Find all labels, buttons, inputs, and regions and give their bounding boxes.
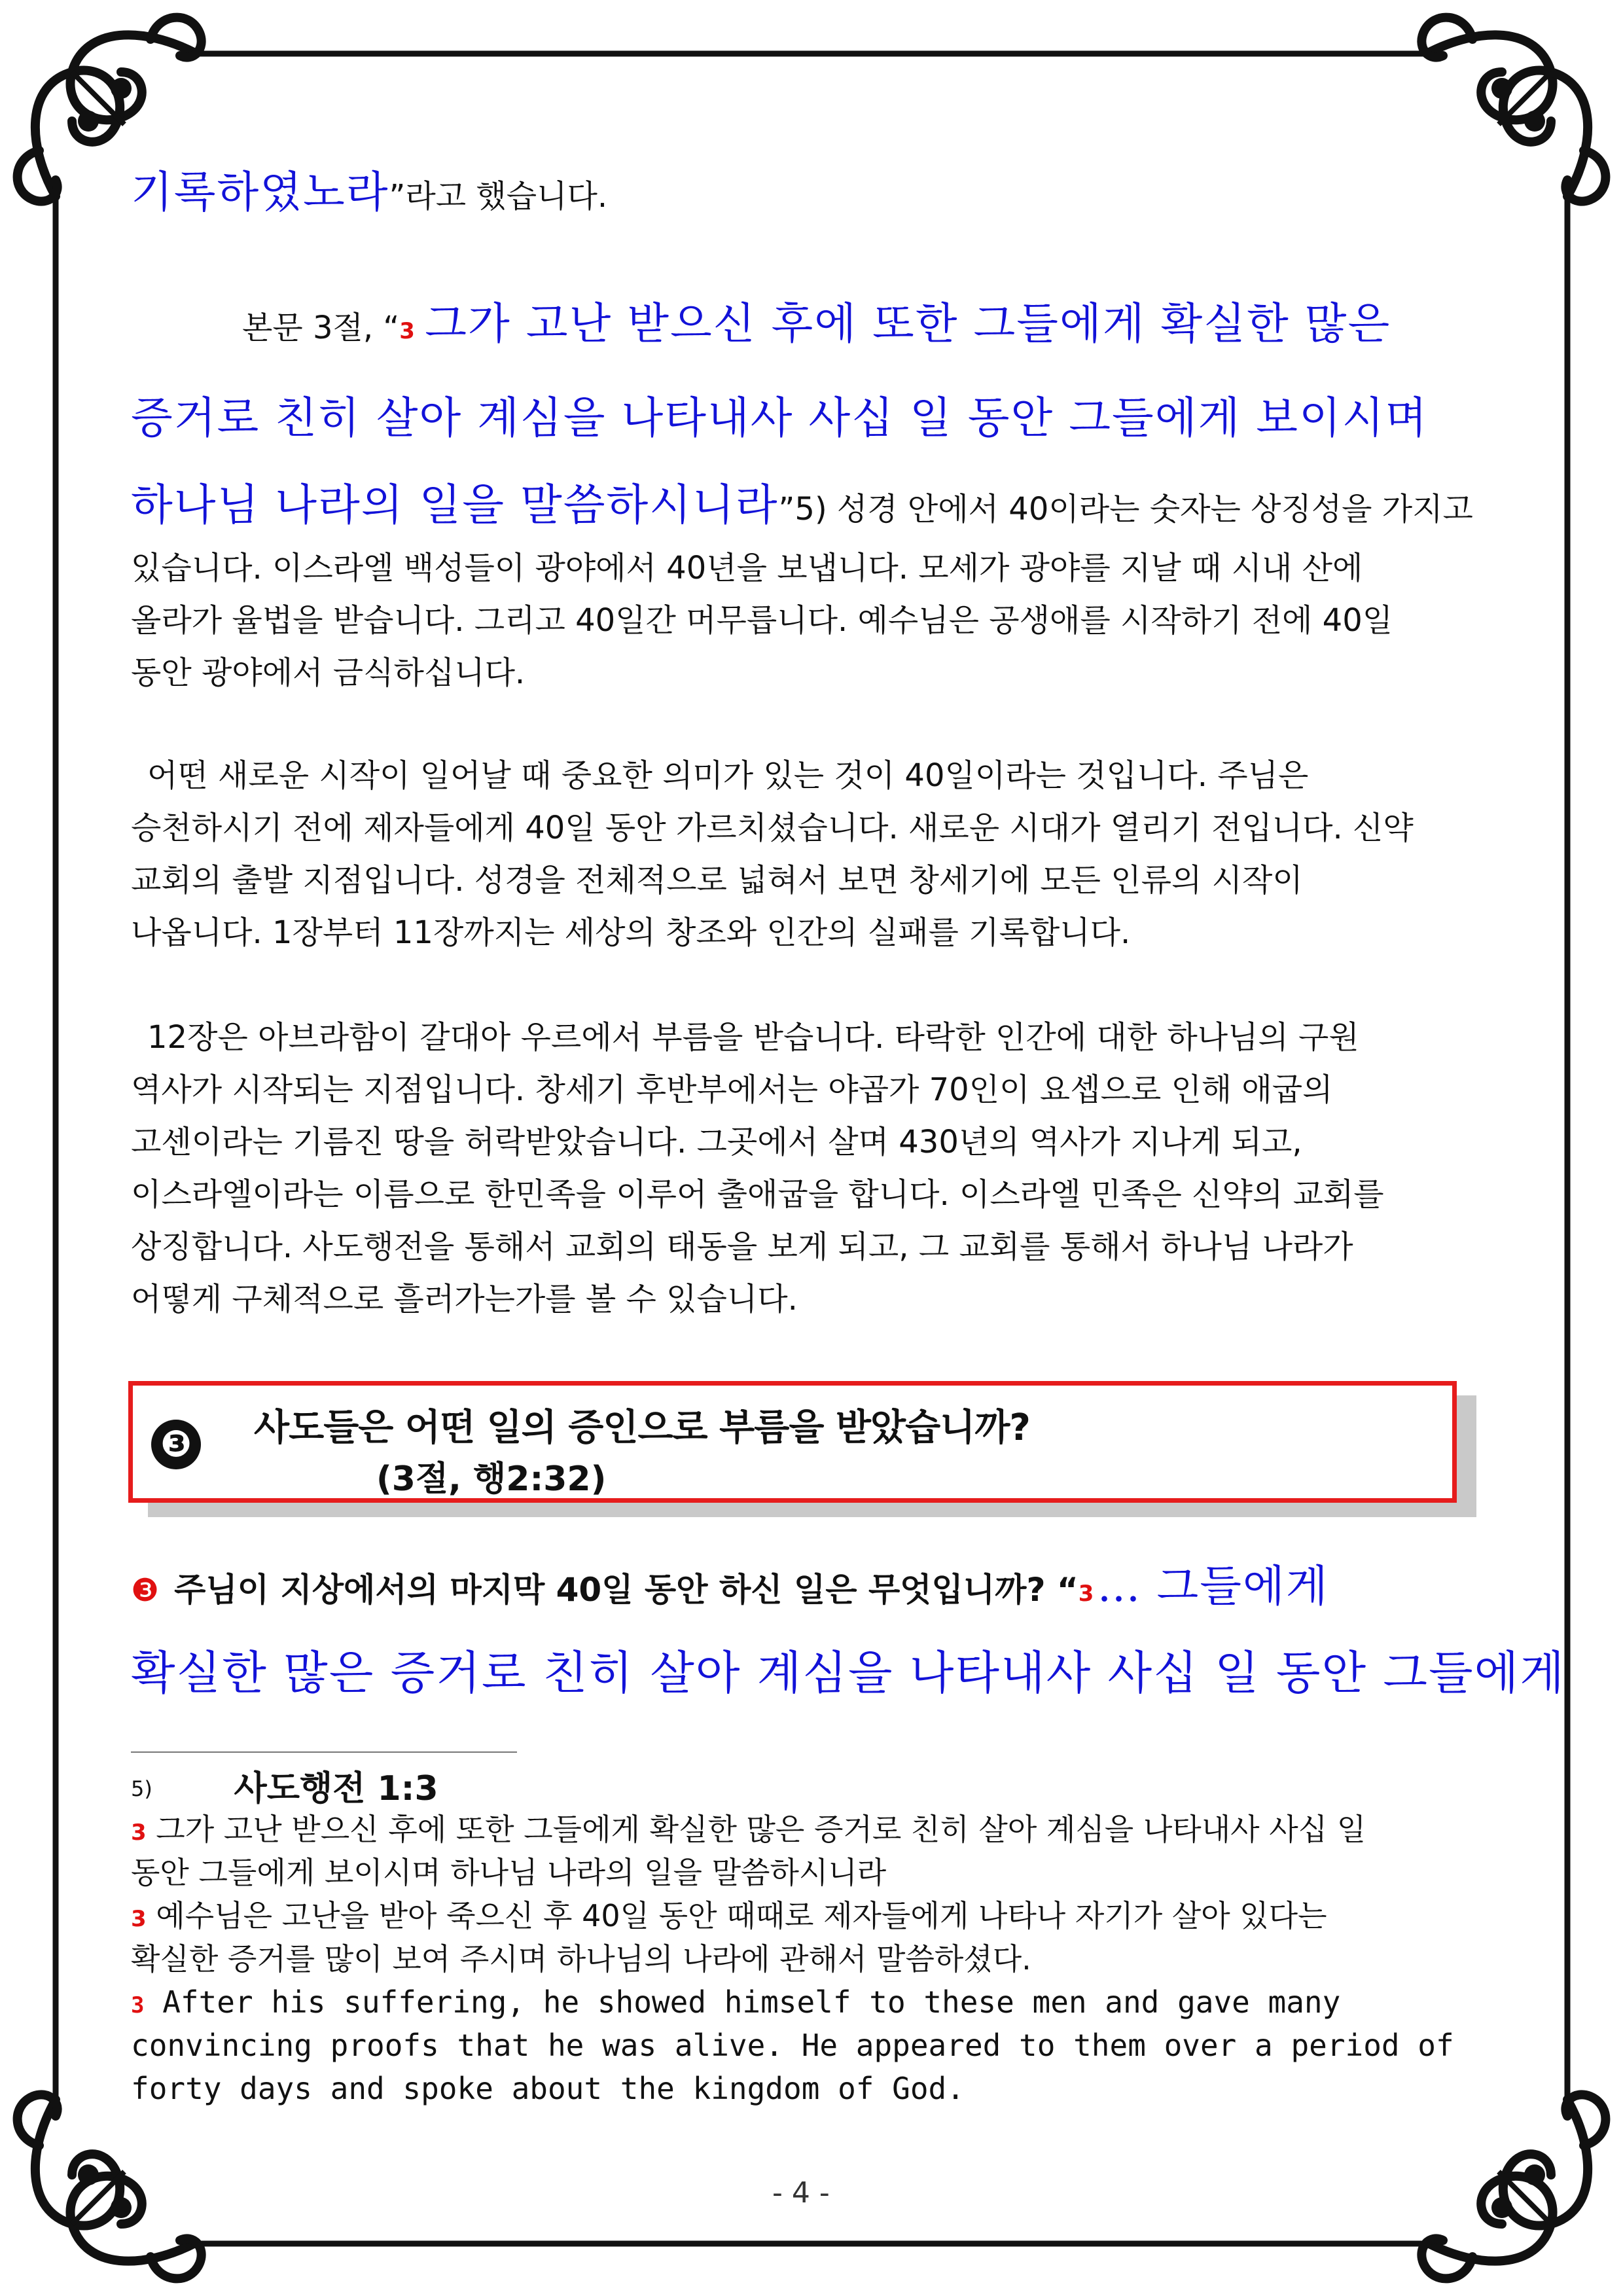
- para1-intro-line: [242, 298, 1391, 357]
- para2-line2: 승천하시기 전에 제자들에게 40일 동안 가르치셨습니다. 새로운 시대가 열리기 전입니다. 신약: [131, 810, 1414, 846]
- para3-line1: 12장은 아브라함이 갈대아 우르에서 부름을 받습니다. 타락한 인간에 대한 하나님의 구원: [147, 1019, 1359, 1056]
- top-line: [131, 157, 607, 223]
- footnote-title: 사도행전 1:3: [234, 1769, 438, 1808]
- corner-ornament-top-right: [1421, 18, 1605, 202]
- intro-text: 본문 3절, “: [242, 310, 400, 346]
- question-number-badge: ❸: [151, 1420, 201, 1469]
- body-text: ”라고 했습니다.: [389, 178, 608, 215]
- footnote-text: 그가 고난 받으신 후에 또한 그들에게 확실한 많은 증거로 친히 살아 계심을 나타내사 사십 일: [156, 1812, 1366, 1847]
- para3-line6: 어떻게 구체적으로 흘러가는가를 볼 수 있습니다.: [131, 1281, 798, 1318]
- para2-line1: 어떤 새로운 시작이 일어날 때 중요한 의미가 있는 것이 40일이라는 것입니다. 주님은: [147, 757, 1309, 794]
- para3-line2: 역사가 시작되는 지점입니다. 창세기 후반부에서는 야곱가 70인이 요셉으로 인해 애굽의: [131, 1071, 1333, 1108]
- handwritten-verse-line2: 증거로 친히 살아 계심을 나타내사 사십 일 동안 그들에게 보이시며: [131, 393, 1429, 443]
- footnote-v2-line1: [131, 1894, 1327, 1941]
- handwritten-verse: 하나님 나라의 일을 말씀하시니라: [131, 480, 779, 530]
- verse-number: 3: [131, 1820, 147, 1846]
- para2-line4: 나옵니다. 1장부터 11장까지는 세상의 창조와 인간의 실패를 기록합니다.: [131, 914, 1131, 951]
- footnote-v2-line2: 확실한 증거를 많이 보여 주시며 하나님의 나라에 관해서 말씀하셨다.: [131, 1941, 1031, 1977]
- footnote-number: 5): [131, 1776, 152, 1801]
- para1-line5: 올라가 율법을 받습니다. 그리고 40일간 머무릅니다. 예수님은 공생애를 시작하기 전에 40일: [131, 602, 1393, 639]
- body-text: ”5) 성경 안에서 40이라는 숫자는 상징성을 가지고: [778, 491, 1473, 528]
- answer-handwritten-line2: 확실한 많은 증거로 친히 살아 계심을 나타내사 사십 일 동안 그들에게: [131, 1646, 1565, 1700]
- answer-marker: ❸: [131, 1572, 160, 1609]
- callout-question: 사도들은 어떤 일의 증인으로 부름을 받았습니까?: [254, 1407, 1030, 1449]
- para2-line3: 교회의 출발 지점입니다. 성경을 전체적으로 넓혀서 보면 창세기에 모든 인류의 시작이: [131, 862, 1303, 899]
- question-callout-box: [128, 1381, 1457, 1503]
- para3-line4: 이스라엘이라는 이름으로 한민족을 이루어 출애굽을 합니다. 이스라엘 민족은 신약의 교회를: [131, 1176, 1384, 1213]
- verse-number: 3: [399, 318, 415, 344]
- verse-number: 3: [1078, 1581, 1094, 1607]
- para3-line3: 고센이라는 기름진 땅을 허락받았습니다. 그곳에서 살며 430년의 역사가 지나게 되고,: [131, 1124, 1302, 1160]
- corner-ornament-bottom-left: [18, 2094, 202, 2278]
- para1-line6: 동안 광야에서 금식하십니다.: [131, 655, 526, 691]
- footnote-v3-line2: convincing proofs that he was alive. He appeared to them over a period of: [131, 2028, 1454, 2063]
- footnote-v1-line1: [131, 1808, 1366, 1854]
- answer-line1: [131, 1551, 1329, 1613]
- para1-line3: [131, 470, 1473, 535]
- handwritten-verse: 그가 고난 받으신 후에 또한 그들에게 확실한 많은: [425, 298, 1391, 349]
- footnote-rule: [131, 1751, 517, 1753]
- para3-line5: 상징합니다. 사도행전을 통해서 교회의 태동을 보게 되고, 그 교회를 통해서 하나님 나라가: [131, 1229, 1353, 1265]
- para1-line4: 있습니다. 이스라엘 백성들이 광야에서 40년을 보냅니다. 모세가 광야를 지날 때 시내 산에: [131, 550, 1363, 586]
- handwritten-verse: … 그들에게: [1097, 1561, 1329, 1611]
- verse-number: 3: [131, 1992, 145, 2018]
- answer-question: 주님이 지상에서의 마지막 40일 동안 하신 일은 무엇입니까? “: [174, 1571, 1079, 1609]
- callout-reference: (3절, 행2:32): [376, 1460, 607, 1499]
- handwritten-verse: 기록하였노라: [131, 167, 389, 217]
- page-number: - 4 -: [772, 2176, 830, 2210]
- footnote-text: 예수님은 고난을 받아 죽으신 후 40일 동안 때때로 제자들에게 나타나 자기가 살아 있다는: [156, 1898, 1327, 1933]
- footnote-v3-line3: forty days and spoke about the kingdom of God.: [131, 2071, 965, 2106]
- corner-ornament-bottom-right: [1421, 2094, 1605, 2278]
- footnote-header: [131, 1767, 438, 1811]
- footnote-english-text: After his suffering, he showed himself to these men and gave many: [162, 1984, 1341, 2020]
- verse-number: 3: [131, 1906, 147, 1932]
- footnote-v1-line2: 동안 그들에게 보이시며 하나님 나라의 일을 말씀하시니라: [131, 1855, 887, 1890]
- footnote-v3-line1: [131, 1981, 1340, 2027]
